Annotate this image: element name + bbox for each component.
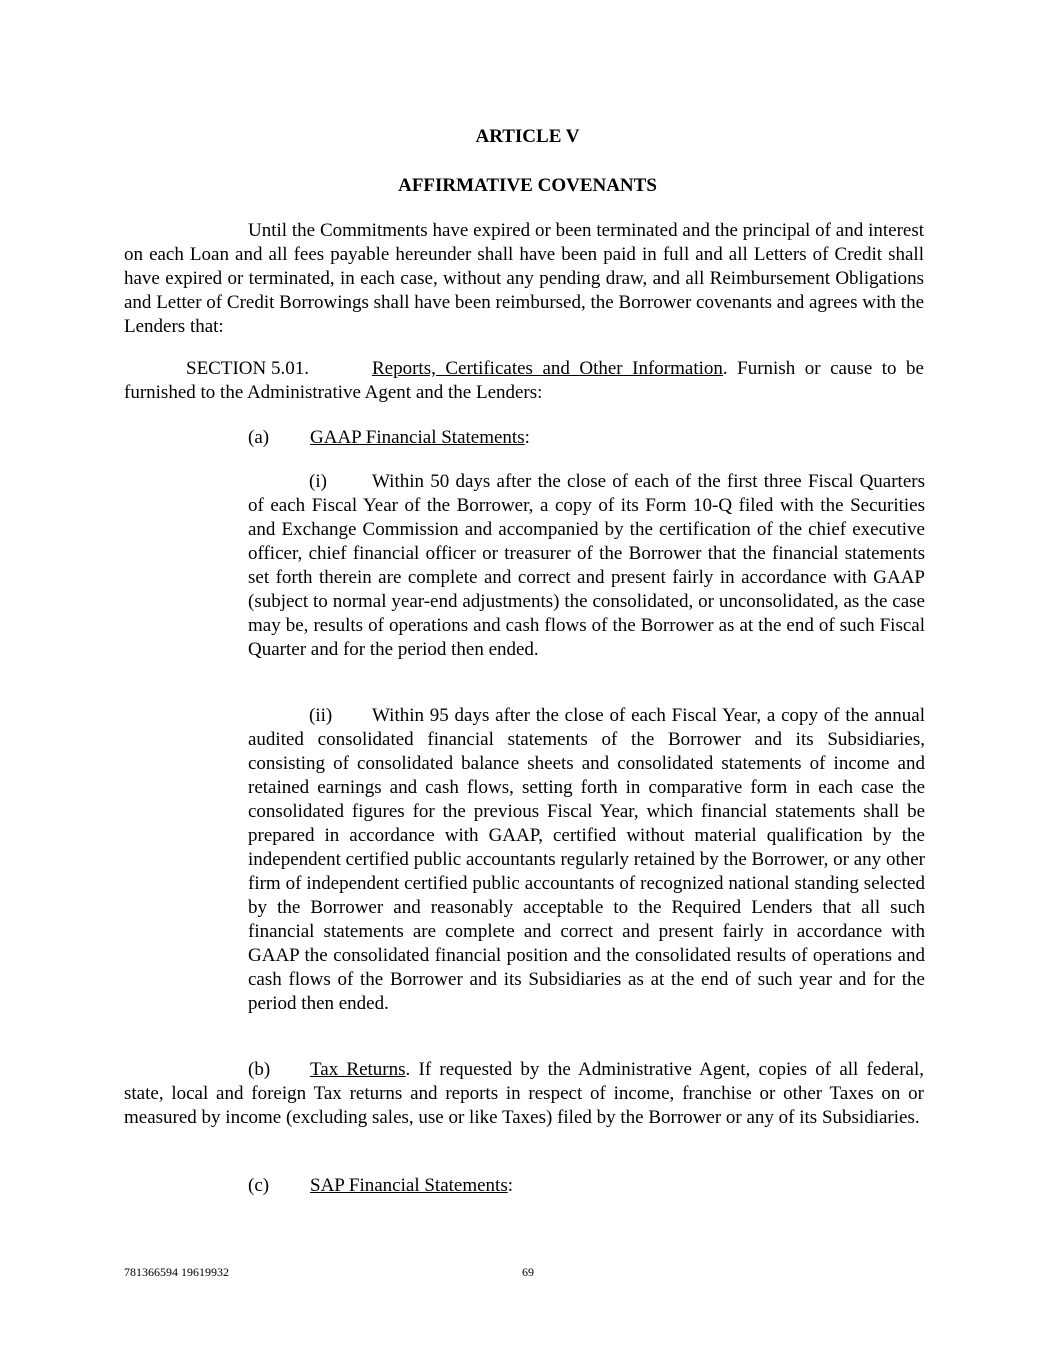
item-c-heading <box>248 1174 925 1198</box>
section-number: SECTION 5.01. <box>186 358 309 379</box>
article-number: ARTICLE V <box>475 126 580 147</box>
item-b-label: (b) <box>248 1059 271 1080</box>
section-text: . Furnish or cause to be furnished to the Administrative Agent and the Lenders: <box>124 358 924 403</box>
item-a-suffix: : <box>524 427 530 448</box>
section-title: Reports, Certificates and Other Information <box>372 358 723 379</box>
item-a-i-text: Within 50 days after the close of each of the first three Fiscal Quarters of each Fiscal Year of the Borrower, a copy of its Form 10-Q filed with the Securities and Exchange Commission and accompanied by the certification of the chief executive officer, chief financial officer or treasurer of the Borrower that the financial statements set forth therein are complete and correct and present fairly in accordance with GAAP (subject to normal year-end adjustments) the consolidated, or unconsolidated, as the case may be, results of operations and cash flows of the Borrower as at the end of such Fiscal Quarter and for the period then ended. <box>248 471 925 660</box>
intro-paragraph: Until the Commitments have expired or been terminated and the principal of and interest on each Loan and all fees payable hereunder shall have been paid in full and all Letters of Credit shall have expired or terminated, in each case, without any pending draw, and all Reimbursement Obligations and Letter of Credit Borrowings shall have been reimbursed, the Borrower covenants and agrees with the Lenders that: <box>124 220 924 337</box>
item-c-label: (c) <box>248 1175 270 1196</box>
item-a-heading <box>248 426 925 450</box>
item-a-ii-text: Within 95 days after the close of each Fiscal Year, a copy of the annual audited consolidated financial statements of the Borrower and its Subsidiaries, consisting of consolidated balance sheets and consolidated statements of income and retained earnings and cash flows, setting forth in comparative form in each case the consolidated figures for the previous Fiscal Year, which financial statements shall be prepared in accordance with GAAP, certified without material qualification by the independent certified public accountants regularly retained by the Borrower, or any other firm of independent certified public accountants of recognized national standing selected by the Borrower and reasonably acceptable to the Required Lenders that all such financial statements are complete and correct and present fairly in accordance with GAAP the consolidated financial position and the consolidated results of operations and cash flows of the Borrower and its Subsidiaries as at the end of such year and for the period then ended. <box>248 705 925 1014</box>
item-a-title: GAAP Financial Statements <box>310 427 525 448</box>
item-c-suffix: : <box>507 1175 514 1196</box>
item-a-label: (a) <box>248 427 270 448</box>
item-b-paragraph <box>124 1058 924 1130</box>
item-b-text: . If requested by the Administrative Agent, copies of all federal, state, local and foreign Tax returns and reports in respect of income, franchise or other Taxes on or measured by income (excluding sales, use or like Taxes) filed by the Borrower or any of its Subsidiaries. <box>124 1059 925 1128</box>
section-5-01-paragraph <box>124 357 924 405</box>
footer-page-number: 69 <box>522 1265 534 1279</box>
item-a-ii-label: (ii) <box>309 705 333 726</box>
item-a-i-paragraph <box>248 470 925 662</box>
article-title: AFFIRMATIVE COVENANTS <box>398 175 657 196</box>
item-c-title: SAP Financial Statements <box>310 1175 508 1196</box>
item-a-i-label: (i) <box>309 471 327 492</box>
item-b-title: Tax Returns <box>310 1059 406 1080</box>
footer-document-id: 781366594 19619932 <box>124 1265 229 1279</box>
item-a-ii-paragraph <box>248 704 925 1016</box>
